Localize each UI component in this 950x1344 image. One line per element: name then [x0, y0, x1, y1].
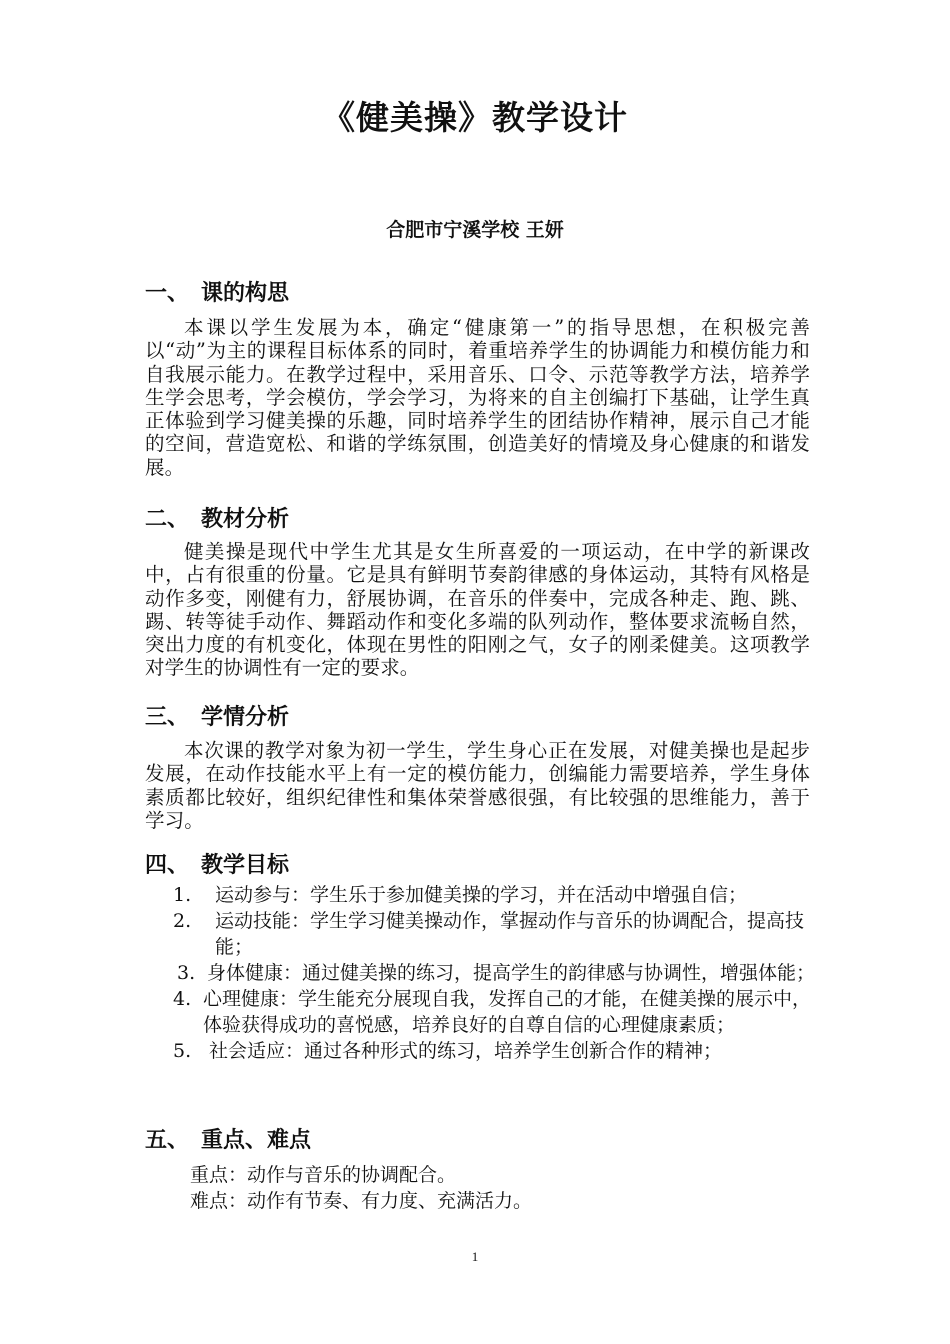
page-number: 1	[471, 1249, 479, 1264]
goal-text: 身体健康：通过健美操的练习，提高学生的韵律感与协调性，增强体能；	[207, 962, 816, 984]
section-title: 重点、难点	[201, 1128, 312, 1153]
section-paragraph-2: 健美操是现代中学生尤其是女生所喜爱的一项运动，在中学的新课改中，占有很重的份量。它是具有鲜明节奏韵律感的身体运动，其特有风格是动作多变，刚健有力，舒展协调，在音乐的伴奏中，完成各种走、跑、跳、踢、转等徒手动作、舞蹈动作和变化多端的队列动作，整体要求流畅自然，突出力度的有机变化，体现在男性的阳刚之气，女子的刚柔健美。这项教学对学生的协调性有一定的要求。	[145, 540, 810, 680]
goal-text: 社会适应：通过各种形式的练习，培养学生创新合作的精神；	[209, 1040, 723, 1062]
goal-number: 5.	[173, 1040, 192, 1062]
section-number: 三、	[145, 705, 190, 730]
goal-number: 1.	[173, 884, 192, 906]
author-line: 合肥市宁溪学校 王妍	[386, 219, 564, 241]
document-title: 《健美操》教学设计	[322, 98, 628, 137]
goal-number: 4.	[173, 988, 192, 1010]
difficult-point: 难点：动作有节奏、有力度、充满活力。	[190, 1190, 533, 1212]
goal-item	[145, 960, 825, 986]
goal-item	[145, 908, 825, 960]
goal-number: 2.	[173, 910, 192, 932]
goal-text: 运动技能：学生学习健美操动作，掌握动作与音乐的协调配合，提高技能；	[215, 910, 805, 958]
key-point: 重点：动作与音乐的协调配合。	[190, 1164, 457, 1186]
section-paragraph-1: 本课以学生发展为本，确定“健康第一”的指导思想，在积极完善以“动”为主的课程目标体系的同时，着重培养学生的协调能力和模仿能力和自我展示能力。在教学过程中，采用音乐、口令、示范等教学方法，培养学生学会思考，学会模仿，学会学习，为将来的自主创编打下基础，让学生真正体验到学习健美操的乐趣，同时培养学生的团结协作精神，展示自己才能的空间，营造宽松、和谐的学练氛围，创造美好的情境及身心健康的和谐发展。	[145, 316, 810, 479]
section-paragraph-3: 本次课的教学对象为初一学生，学生身心正在发展，对健美操也是起步发展，在动作技能水平上有一定的模仿能力，创编能力需要培养，学生身体素质都比较好，组织纪律性和集体荣誉感很强，有比较强的思维能力，善于学习。	[145, 739, 810, 832]
goal-text: 运动参与：学生乐于参加健美操的学习，并在活动中增强自信；	[215, 884, 748, 906]
section-heading-5	[145, 1123, 311, 1154]
section-number: 一、	[145, 281, 190, 306]
section-heading-2	[145, 502, 289, 533]
section-heading-3	[145, 700, 289, 731]
goal-item	[145, 986, 825, 1038]
section-title: 课的构思	[201, 281, 290, 306]
goal-item	[145, 1038, 825, 1064]
section-title: 教学目标	[201, 853, 290, 878]
section-title: 学情分析	[201, 705, 290, 730]
section-number: 四、	[145, 853, 190, 878]
goal-item	[145, 882, 825, 908]
section-heading-1	[145, 276, 289, 307]
section-number: 二、	[145, 507, 190, 532]
section-number: 五、	[145, 1128, 190, 1153]
goal-number: 3.	[177, 962, 196, 984]
goal-list	[145, 882, 825, 1064]
goal-text: 心理健康：学生能充分展现自我，发挥自己的才能，在健美操的展示中，体验获得成功的喜悦感，培养良好的自尊自信的心理健康素质；	[203, 988, 812, 1036]
section-title: 教材分析	[201, 507, 290, 532]
section-heading-4	[145, 848, 289, 879]
